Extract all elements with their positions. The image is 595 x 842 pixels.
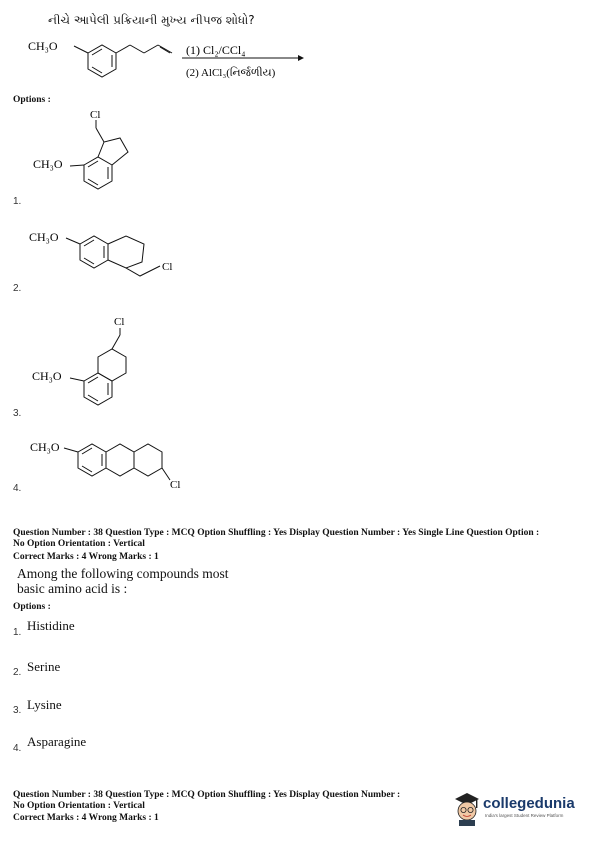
option-number[interactable]: 2. <box>13 667 22 678</box>
reagent-step-2: (2) AlCl₃(નિર્જળીય) <box>186 67 276 79</box>
reactant-structure <box>74 45 172 77</box>
question-meta <box>13 790 453 812</box>
brand-logo <box>452 790 592 830</box>
brand-name: collegedunia <box>483 795 575 812</box>
option-4-substituent-label: CH₃O <box>30 440 60 454</box>
option-2-structure <box>66 236 160 276</box>
option-number[interactable]: 4. <box>13 743 22 754</box>
question-prompt: નીચે આપેલી પ્રક્રિયાની મુખ્ય નીપજ શોધો? <box>48 13 255 27</box>
question-meta-line: Question Number : 38 Question Type : MCQ Option Shuffling : Yes Display Question Number : Yes Single Line Question Option : <box>13 528 540 538</box>
question-text <box>17 566 229 596</box>
option-text[interactable]: Serine <box>27 659 61 674</box>
question-meta <box>13 528 588 550</box>
question-meta-line: No Option Orientation : Vertical <box>13 539 145 549</box>
marks-info: Correct Marks : 4 Wrong Marks : 1 <box>13 813 159 823</box>
option-3-structure <box>70 328 126 405</box>
option-text[interactable]: Lysine <box>27 697 62 712</box>
option-2-substituent-label: CH₃O <box>29 230 59 244</box>
option-text[interactable]: Asparagine <box>27 734 87 749</box>
question-meta-line: Question Number : 38 Question Type : MCQ Option Shuffling : Yes Display Question Number : <box>13 790 401 800</box>
reagent-step-1: (1) Cl₂/CCl₄ <box>186 43 246 57</box>
option-4-structure <box>64 444 170 480</box>
option-number[interactable]: 1. <box>13 627 22 638</box>
reactant-substituent-label: CH₃O <box>28 39 58 53</box>
option-1-substituent-label: CH₃O <box>33 157 63 171</box>
options-heading: Options : <box>13 95 51 105</box>
option-2-chlorine-label: Cl <box>162 261 173 273</box>
options-heading: Options : <box>13 602 51 612</box>
option-4-chlorine-label: Cl <box>170 479 181 491</box>
question-text-line: basic amino acid is : <box>17 581 128 596</box>
option-number[interactable]: 3. <box>13 408 22 419</box>
brand-tagline: India's largest Student Review Platform <box>485 813 564 818</box>
option-1-structure <box>70 120 128 189</box>
option-3-substituent-label: CH₃O <box>32 369 62 383</box>
question-meta-line: No Option Orientation : Vertical <box>13 801 145 811</box>
marks-info: Correct Marks : 4 Wrong Marks : 1 <box>13 552 159 562</box>
option-1-chlorine-label: Cl <box>90 109 101 121</box>
option-number[interactable]: 2. <box>13 283 22 294</box>
option-text[interactable]: Histidine <box>27 618 75 633</box>
option-number[interactable]: 3. <box>13 705 22 716</box>
option-number[interactable]: 1. <box>13 196 22 207</box>
question-text-line: Among the following compounds most <box>17 566 229 581</box>
option-number[interactable]: 4. <box>13 483 22 494</box>
mascot-icon <box>452 790 482 826</box>
option-3-chlorine-label: Cl <box>114 316 125 328</box>
